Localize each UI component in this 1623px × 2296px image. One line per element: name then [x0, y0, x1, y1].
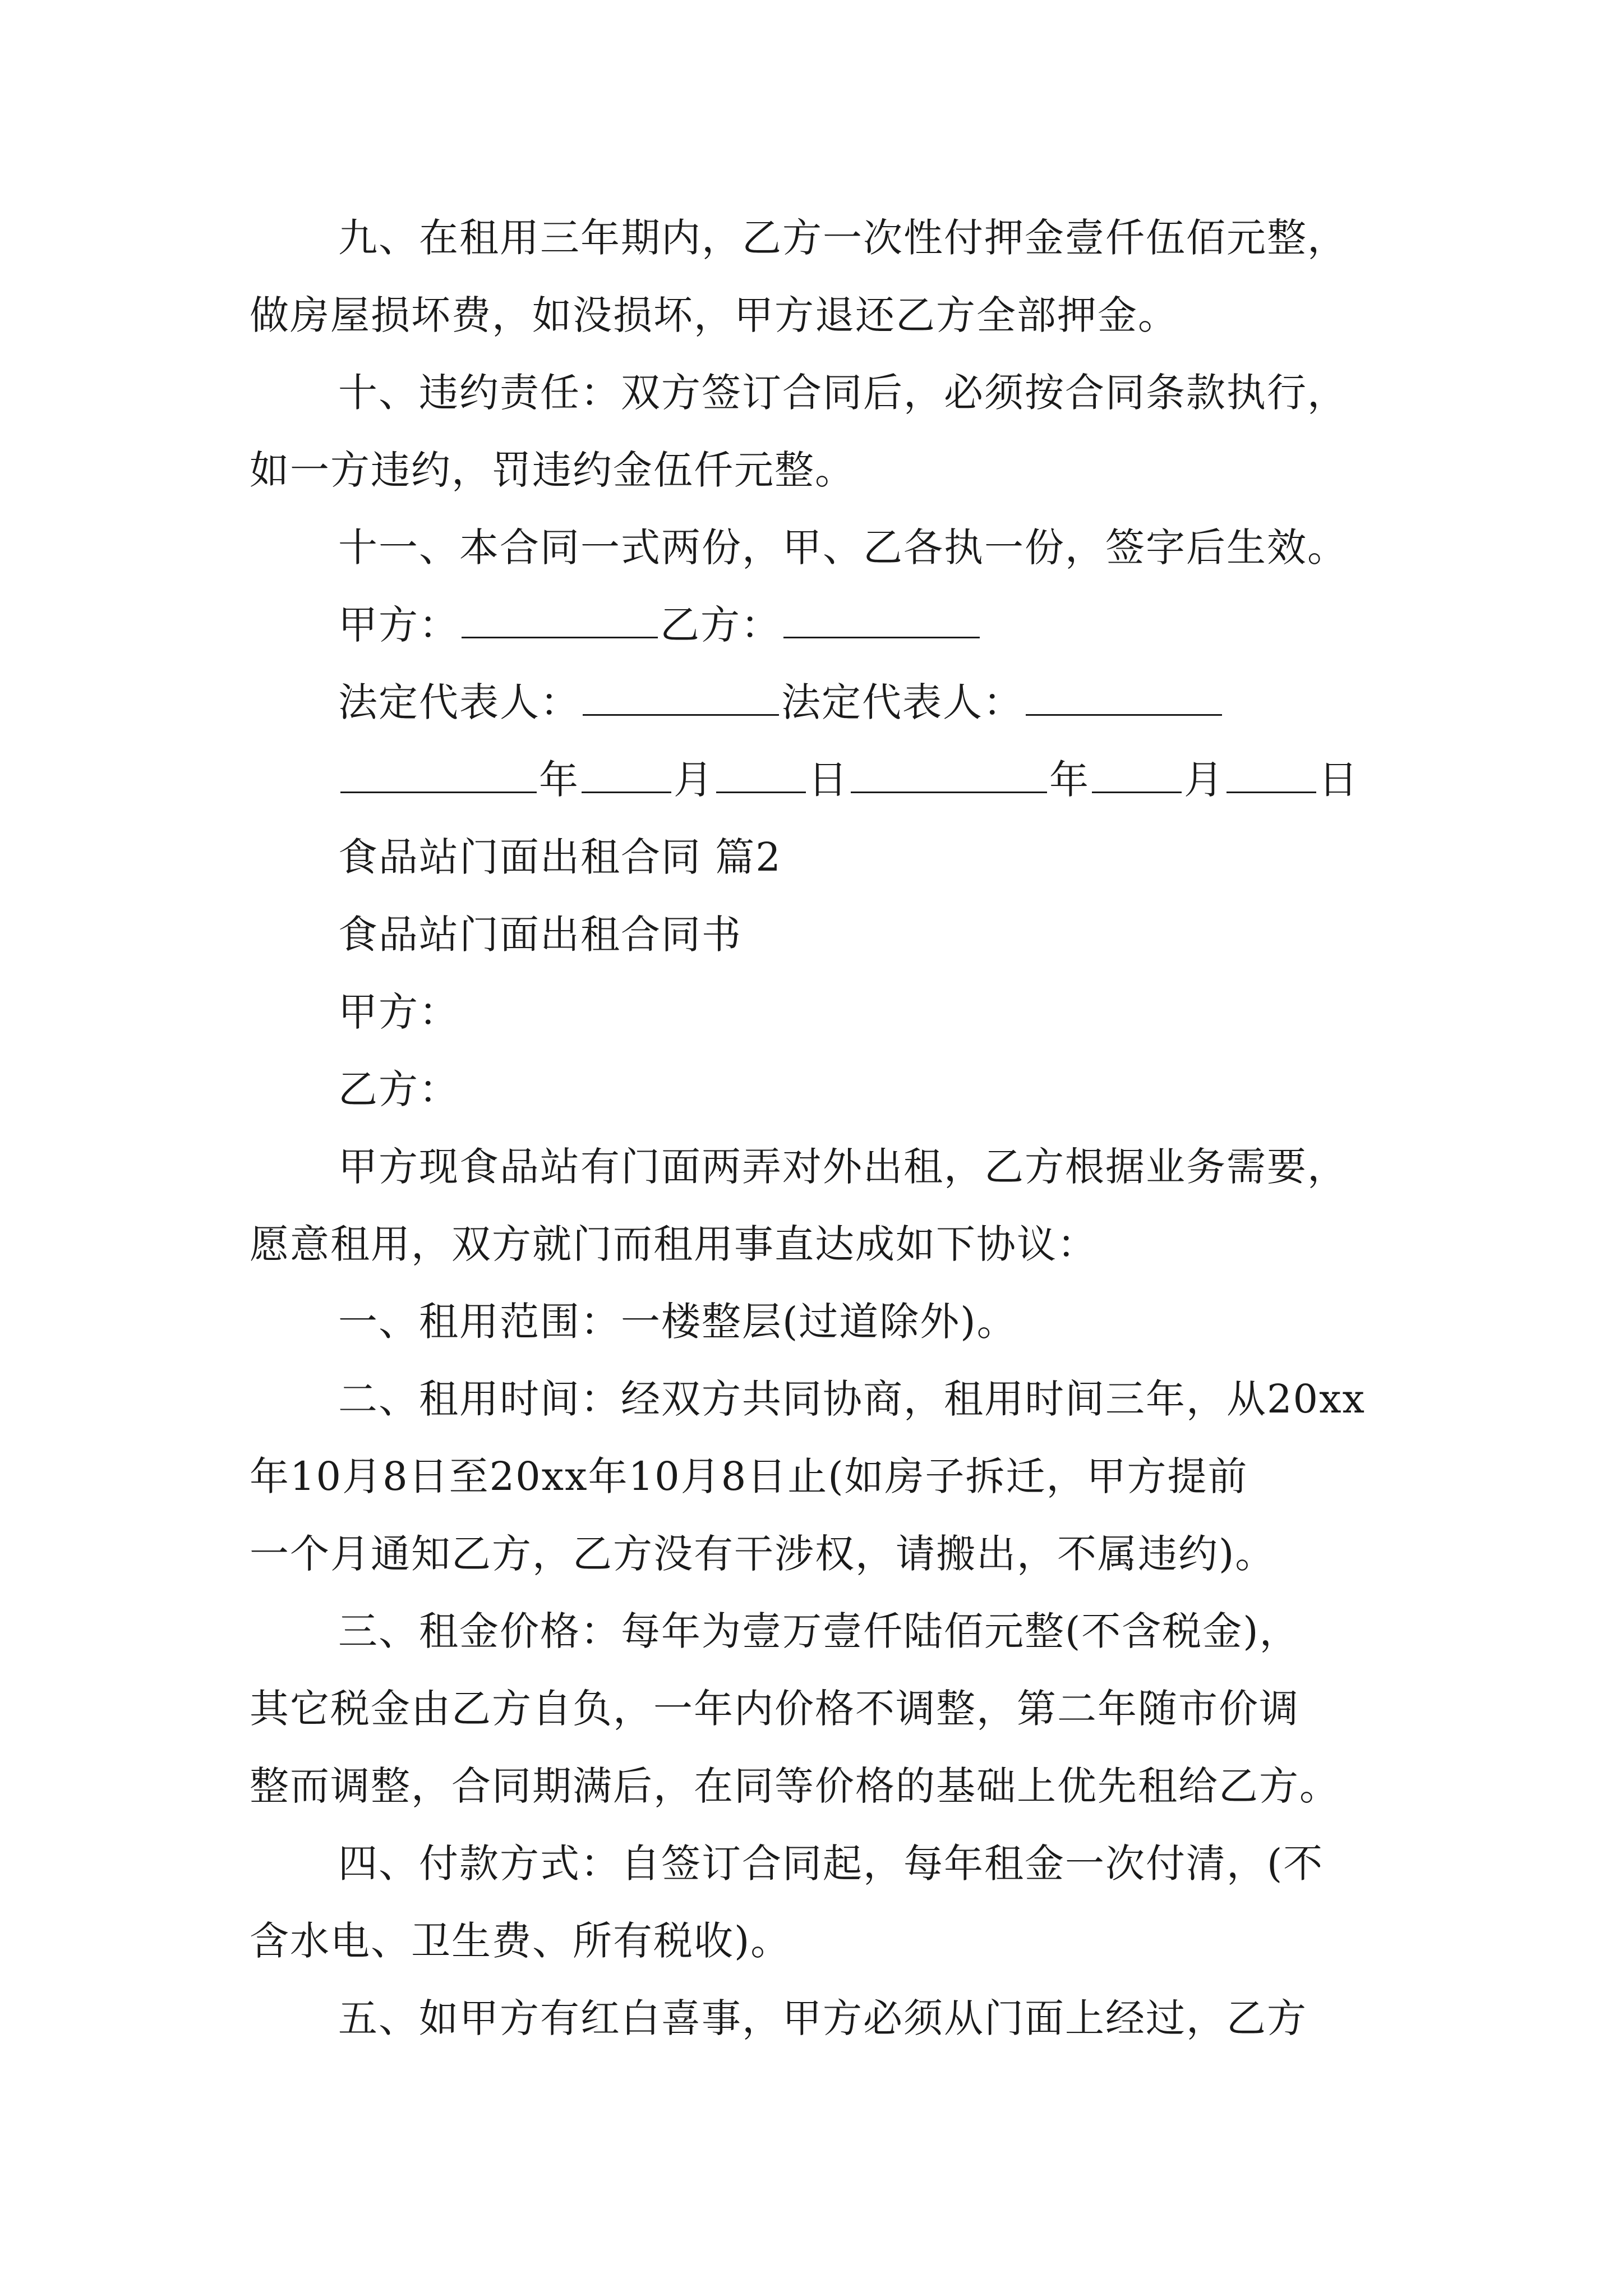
rep-b-label: 法定代表人：	[781, 679, 1023, 725]
paragraph-line: 九、在租用三年期内，乙方一次性付押金壹仟伍佰元整，	[338, 215, 1348, 261]
signature-blank	[1026, 679, 1222, 716]
paragraph-line: 甲方现食品站有门面两弄对外出租，乙方根据业务需要，	[338, 1144, 1348, 1190]
date-blank	[1227, 757, 1316, 793]
year-label: 年	[539, 757, 579, 803]
date-blank	[716, 757, 806, 793]
paragraph-line: 四、付款方式：自签订合同起，每年租金一次付清，(不	[338, 1841, 1324, 1887]
paragraph-line: 愿意租用，双方就门而租用事直达成如下协议：	[250, 1221, 1098, 1267]
month-label: 月	[1184, 757, 1224, 803]
paragraph-line: 含水电、卫生费、所有税收)。	[250, 1918, 791, 1964]
paragraph-line: 一个月通知乙方，乙方没有干涉权，请搬出，不属违约)。	[250, 1531, 1276, 1577]
paragraph-line: 其它税金由乙方自负，一年内价格不调整，第二年随市价调	[250, 1686, 1299, 1732]
party-b-label: 乙方：	[660, 602, 781, 648]
signature-representative-row	[250, 664, 1388, 741]
signature-blank	[583, 679, 779, 716]
signature-blank	[783, 602, 980, 638]
date-blank	[851, 757, 1047, 793]
day-label: 日	[1318, 757, 1359, 803]
signature-parties-row	[250, 586, 1388, 664]
paragraph-line: 年10月8日至20xx年10月8日止(如房子拆迁，甲方提前	[250, 1453, 1248, 1499]
year-label: 年	[1049, 757, 1090, 803]
day-label: 日	[808, 757, 849, 803]
contract-title: 食品站门面出租合同书	[338, 912, 742, 958]
rep-a-label: 法定代表人：	[338, 679, 580, 725]
paragraph-line: 二、租用时间：经双方共同协商，租用时间三年，从20xx	[338, 1376, 1366, 1422]
party-a-label: 甲方：	[338, 602, 459, 648]
paragraph-line: 做房屋损坏费，如没损坏，甲方退还乙方全部押金。	[250, 292, 1178, 338]
paragraph-line: 五、如甲方有红白喜事，甲方必须从门面上经过，乙方	[338, 1995, 1307, 2041]
paragraph-line: 三、租金价格：每年为壹万壹仟陆佰元整(不含税金)，	[338, 1608, 1300, 1654]
paragraph-line: 一、租用范围：一楼整层(过道除外)。	[338, 1299, 1017, 1345]
paragraph-line: 如一方违约，罚违约金伍仟元整。	[250, 447, 855, 493]
document-page	[250, 199, 1388, 2057]
month-label: 月	[674, 757, 714, 803]
section-title: 食品站门面出租合同 篇2	[338, 834, 782, 880]
paragraph-line: 整而调整，合同期满后，在同等价格的基础上优先租给乙方。	[250, 1763, 1340, 1809]
paragraph-line: 十、违约责任：双方签订合同后，必须按合同条款执行，	[338, 370, 1348, 416]
date-blank	[582, 757, 671, 793]
date-blank	[1092, 757, 1182, 793]
party-a-line: 甲方：	[338, 989, 459, 1035]
party-b-line: 乙方：	[338, 1066, 459, 1112]
signature-date-row	[250, 741, 1388, 818]
signature-blank	[462, 602, 658, 638]
paragraph-line: 十一、本合同一式两份，甲、乙各执一份，签字后生效。	[338, 524, 1348, 570]
date-blank	[340, 757, 537, 793]
